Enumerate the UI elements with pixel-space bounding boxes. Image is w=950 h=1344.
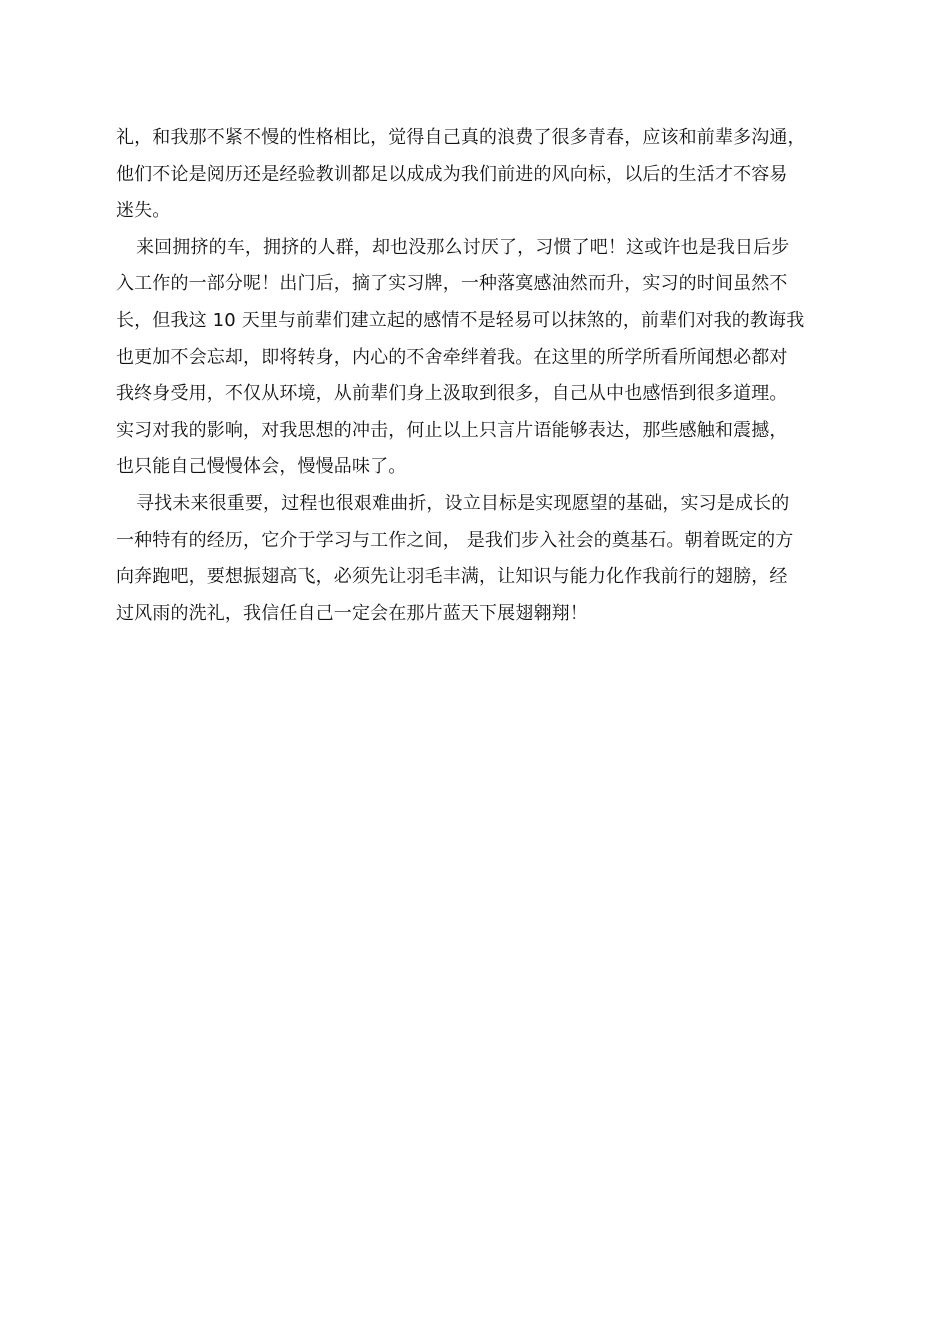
text-line: 来回拥挤的车，拥挤的人群，却也没那么讨厌了，习惯了吧！这或许也是我日后步 xyxy=(136,236,790,258)
paragraph-2 xyxy=(116,230,836,486)
text-line: 向奔跑吧，要想振翅高飞，必须先让羽毛丰满，让知识与能力化作我前行的翅膀，经 xyxy=(116,566,788,588)
text-line: 入工作的一部分呢！出门后，摘了实习牌，一种落寞感油然而升，实习的时间虽然不 xyxy=(116,273,788,295)
text-line: 也只能自己慢慢体会，慢慢品味了。 xyxy=(116,456,407,478)
text-line: 过风雨的洗礼，我信任自己一定会在那片蓝天下展翅翱翔！ xyxy=(116,602,588,624)
text-line: 迷失。 xyxy=(116,200,171,222)
text-line: 也更加不会忘却，即将转身，内心的不舍牵绊着我。在这里的所学所看所闻想必都对 xyxy=(116,346,788,368)
paragraph-1 xyxy=(116,120,836,230)
text-line: 我终身受用，不仅从环境，从前辈们身上汲取到很多，自己从中也感悟到很多道理。 xyxy=(116,383,788,405)
text-line: 寻找未来很重要，过程也很艰难曲折，设立目标是实现愿望的基础，实习是成长的 xyxy=(136,492,790,514)
text-line: 他们不论是阅历还是经验教训都足以成成为我们前进的风向标，以后的生活才不容易 xyxy=(116,163,788,185)
text-line: 实习对我的影响，对我思想的冲击，何止以上只言片语能够表达，那些感触和震撼， xyxy=(116,419,788,441)
text-line: 长，但我这 10 天里与前辈们建立起的感情不是轻易可以抹煞的，前辈们对我的教诲我 xyxy=(116,309,805,331)
document-body xyxy=(116,120,836,632)
paragraph-3 xyxy=(116,486,836,632)
text-line: 一种特有的经历，它介于学习与工作之间， 是我们步入社会的奠基石。朝着既定的方 xyxy=(116,529,794,551)
text-line: 礼，和我那不紧不慢的性格相比，觉得自己真的浪费了很多青春，应该和前辈多沟通， xyxy=(116,127,806,148)
